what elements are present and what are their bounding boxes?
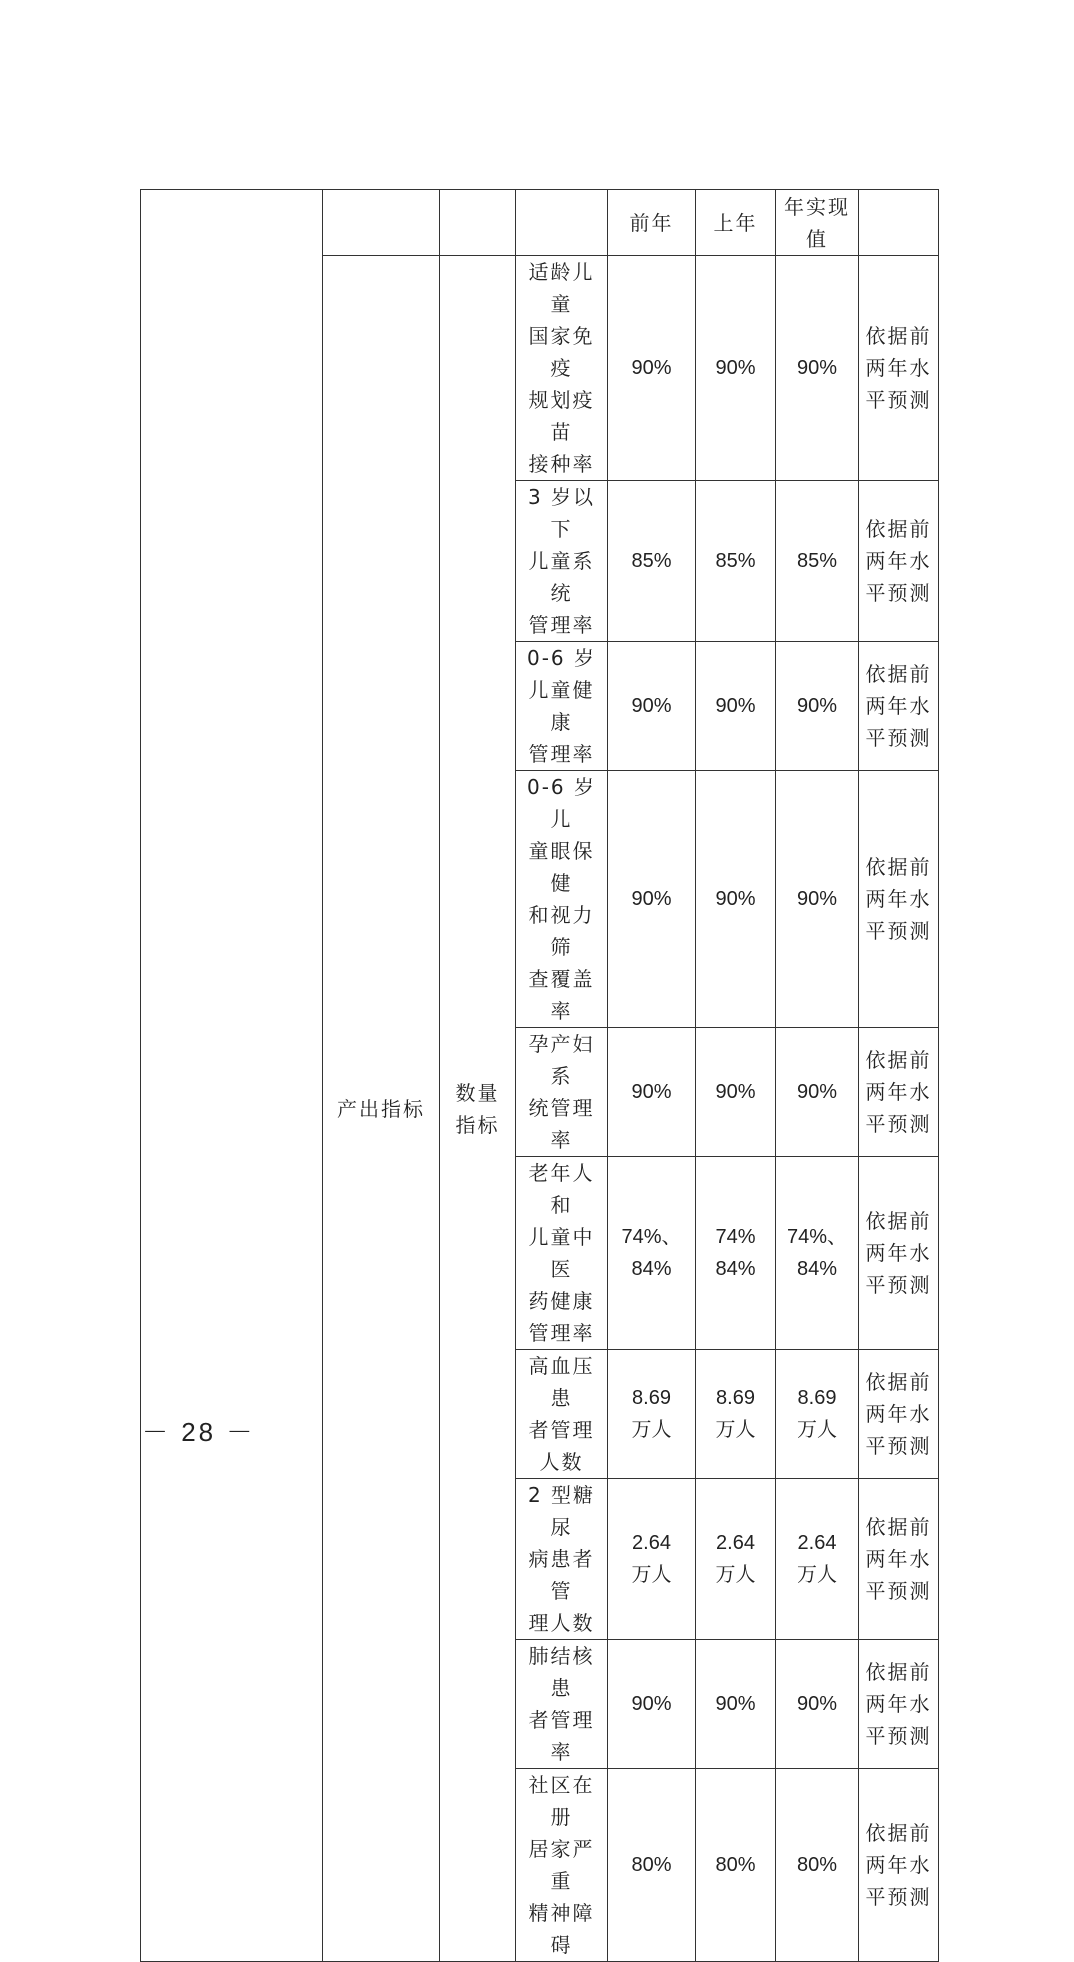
basis-text: 依据前 两年水 平预测 [859, 771, 939, 1028]
value-last-year: 90% [696, 642, 776, 771]
value-last-year: 90% [696, 256, 776, 481]
basis-text: 依据前 两年水 平预测 [859, 1350, 939, 1479]
value-previous-year: 74%、84% [608, 1157, 696, 1350]
header-last-year: 上年 [696, 190, 776, 256]
blank-category-cell [141, 190, 323, 1962]
table-header-row [141, 190, 939, 256]
indicator-name: 高血压患 者管理 人数 [516, 1350, 608, 1479]
indicator-name: 老年人和 儿童中医 药健康 管理率 [516, 1157, 608, 1350]
basis-text: 依据前 两年水 平预测 [859, 1028, 939, 1157]
value-last-year: 80% [696, 1769, 776, 1962]
indicator-name: 2 型糖尿 病患者管 理人数 [516, 1479, 608, 1640]
header-cell-empty [516, 190, 608, 256]
value-previous-year: 90% [608, 256, 696, 481]
value-target: 90% [776, 1028, 859, 1157]
value-last-year: 74% 84% [696, 1157, 776, 1350]
value-last-year: 90% [696, 1640, 776, 1769]
header-cell-empty [440, 190, 516, 256]
value-last-year: 85% [696, 481, 776, 642]
basis-text: 依据前 两年水 平预测 [859, 1640, 939, 1769]
value-target: 80% [776, 1769, 859, 1962]
basis-text: 依据前 两年水 平预测 [859, 481, 939, 642]
indicator-name: 0-6 岁儿 童眼保健 和视力筛 查覆盖率 [516, 771, 608, 1028]
header-actual-value: 年实现 值 [776, 190, 859, 256]
value-last-year: 90% [696, 771, 776, 1028]
page-number: － 28 － [142, 1417, 256, 1447]
value-previous-year: 8.69 万人 [608, 1350, 696, 1479]
value-target: 90% [776, 1640, 859, 1769]
basis-text: 依据前 两年水 平预测 [859, 1769, 939, 1962]
value-previous-year: 90% [608, 1640, 696, 1769]
value-previous-year: 90% [608, 642, 696, 771]
value-last-year: 8.69 万人 [696, 1350, 776, 1479]
header-basis [859, 190, 939, 256]
basis-text: 依据前 两年水 平预测 [859, 256, 939, 481]
performance-indicator-table [140, 189, 939, 1962]
indicator-name: 0-6 岁 儿童健康 管理率 [516, 642, 608, 771]
value-previous-year: 2.64 万人 [608, 1479, 696, 1640]
basis-text: 依据前 两年水 平预测 [859, 642, 939, 771]
indicator-name: 3 岁以下 儿童系统 管理率 [516, 481, 608, 642]
value-last-year: 2.64 万人 [696, 1479, 776, 1640]
value-target: 85% [776, 481, 859, 642]
indicator-name: 社区在册 居家严重 精神障碍 [516, 1769, 608, 1962]
value-target: 8.69 万人 [776, 1350, 859, 1479]
value-target: 74%、 84% [776, 1157, 859, 1350]
value-target: 90% [776, 256, 859, 481]
basis-text: 依据前 两年水 平预测 [859, 1479, 939, 1640]
indicator-name: 孕产妇系 统管理率 [516, 1028, 608, 1157]
value-previous-year: 90% [608, 1028, 696, 1157]
basis-text: 依据前 两年水 平预测 [859, 1157, 939, 1350]
value-target: 90% [776, 771, 859, 1028]
value-previous-year: 90% [608, 771, 696, 1028]
header-cell-empty [323, 190, 440, 256]
level2-indicator-cell: 数量 指标 [440, 256, 516, 1962]
value-target: 90% [776, 642, 859, 771]
value-previous-year: 80% [608, 1769, 696, 1962]
level1-indicator-cell: 产出指标 [323, 256, 440, 1962]
value-previous-year: 85% [608, 481, 696, 642]
value-last-year: 90% [696, 1028, 776, 1157]
indicator-name: 适龄儿童 国家免疫 规划疫苗 接种率 [516, 256, 608, 481]
value-target: 2.64 万人 [776, 1479, 859, 1640]
indicator-name: 肺结核患 者管理率 [516, 1640, 608, 1769]
header-previous-year: 前年 [608, 190, 696, 256]
